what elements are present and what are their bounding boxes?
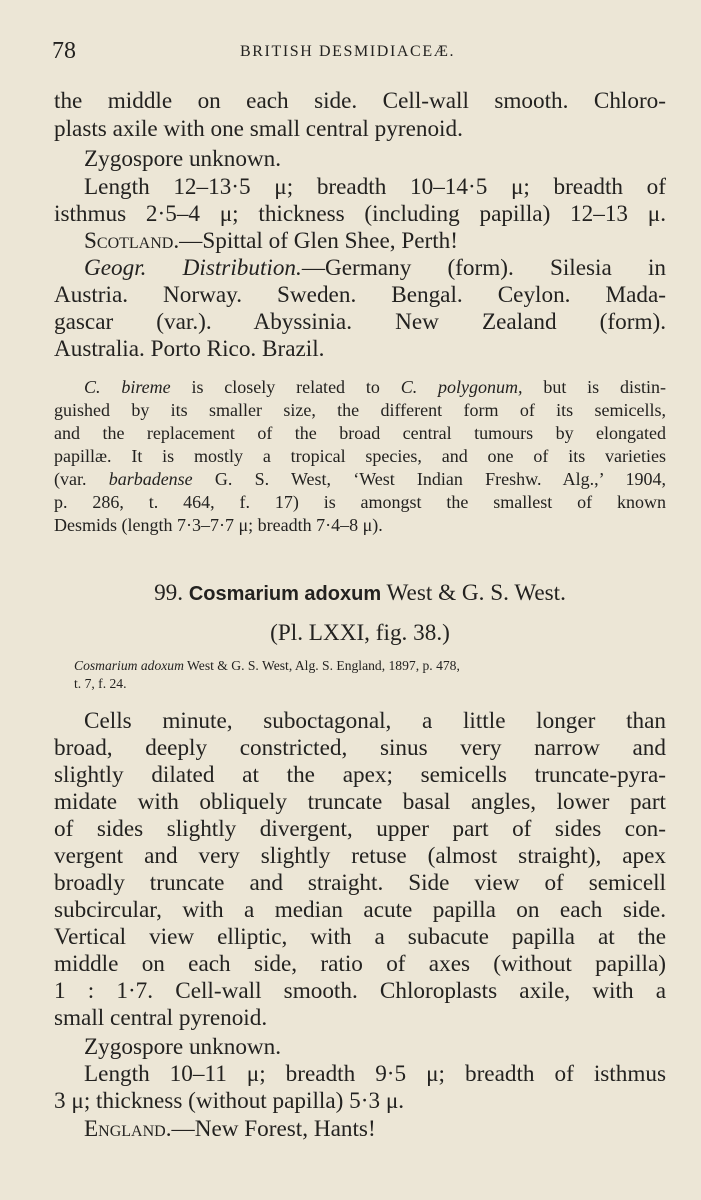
taxon-name: C. bireme [84, 377, 171, 397]
taxon-name: C. polygonum, [400, 377, 523, 397]
description-line: slightly dilated at the apex; semicells truncate-pyra- [54, 762, 666, 788]
description-line: broad, deeply constricted, sinus very narrow and [54, 735, 666, 761]
variety-name: barbadense [108, 469, 193, 489]
text-line: plasts axile with one small central pyrenoid. [54, 116, 463, 142]
text-line: isthmus 2·5–4 μ; thickness (including papilla) 12–13 μ. [54, 201, 666, 227]
description-line: vergent and very slightly retuse (almost straight), apex [54, 843, 666, 869]
species-heading [54, 580, 666, 607]
measurement-line: 3 μ; thickness (without papilla) 5·3 μ. [54, 1088, 405, 1114]
text-line: Length 12–13·5 μ; breadth 10–14·5 μ; breadth of [84, 174, 666, 200]
description-line: subcircular, with a median acute papilla on each side. [54, 897, 666, 923]
text-line: gascar (var.). Abyssinia. New Zealand (form). [54, 309, 666, 335]
reference-name: Cosmarium adoxum [74, 658, 184, 673]
description-line: Vertical view elliptic, with a subacute papilla at the [54, 924, 666, 950]
description-line: middle on each side, ratio of axes (without papilla) [54, 951, 666, 977]
text-line: Australia. Porto Rico. Brazil. [54, 336, 325, 362]
plate-reference: (Pl. LXXI, fig. 38.) [270, 620, 450, 646]
text-line: Zygospore unknown. [84, 146, 282, 172]
locality-label: Scotland. [84, 228, 180, 254]
page-number: 78 [52, 38, 76, 64]
locality-england [54, 1116, 666, 1142]
synonym-reference-cont: t. 7, f. 24. [74, 676, 127, 691]
distribution-text: —Germany (form). Silesia in [301, 255, 666, 281]
note-line [54, 468, 666, 490]
text-line: the middle on each side. Cell-wall smooth. Chloro- [54, 88, 666, 114]
zygospore-line: Zygospore unknown. [84, 1034, 282, 1060]
description-line: of sides slightly divergent, upper part of sides con- [54, 816, 666, 842]
note-line: guished by its smaller size, the different form of its semicells, [54, 400, 666, 420]
page-header [52, 38, 662, 68]
text-line: Austria. Norway. Sweden. Bengal. Ceylon. Mada- [54, 282, 666, 308]
description-line: broadly truncate and straight. Side view of semicell [54, 870, 666, 896]
description-line: Cells minute, suboctagonal, a little longer than [84, 708, 666, 734]
synonym-reference [54, 658, 666, 674]
species-authority: West & G. S. West. [386, 580, 566, 606]
species-number: 99. [154, 580, 184, 606]
locality-label: England. [84, 1116, 172, 1142]
description-line: small central pyrenoid. [54, 1005, 268, 1031]
measurement-line: Length 10–11 μ; breadth 9·5 μ; breadth of isthmus [84, 1061, 666, 1087]
locality-scotland [54, 228, 666, 254]
note-line: and the replacement of the broad central tumours by elongated [54, 423, 666, 443]
locality-text: —Spittal of Glen Shee, Perth! [179, 228, 458, 254]
distribution-label: Geogr. Distribution. [84, 255, 302, 281]
note-text: (var. [54, 469, 109, 489]
note-text: is closely related to [170, 377, 401, 397]
note-text: but is distin- [522, 377, 666, 397]
reference-text: West & G. S. West, Alg. S. England, 1897, p. 478, [183, 658, 460, 673]
note-line: Desmids (length 7·3–7·7 μ; breadth 7·4–8 μ). [54, 515, 383, 535]
description-line: midate with obliquely truncate basal angles, lower part [54, 789, 666, 815]
running-head: BRITISH DESMIDIACEÆ. [240, 43, 456, 60]
note-line: papillæ. It is mostly a tropical species, and one of its varieties [54, 446, 666, 466]
description-line: 1 : 1·7. Cell-wall smooth. Chloroplasts axile, with a [54, 978, 666, 1004]
species-name: Cosmarium adoxum [188, 583, 382, 605]
geographic-distribution [54, 255, 666, 281]
note-line: p. 286, t. 464, f. 17) is amongst the smallest of known [54, 492, 666, 512]
note-line [54, 376, 666, 398]
note-text: G. S. West, ‘West Indian Freshw. Alg.,’ 1904, [192, 469, 667, 489]
locality-text: —New Forest, Hants! [171, 1116, 376, 1142]
